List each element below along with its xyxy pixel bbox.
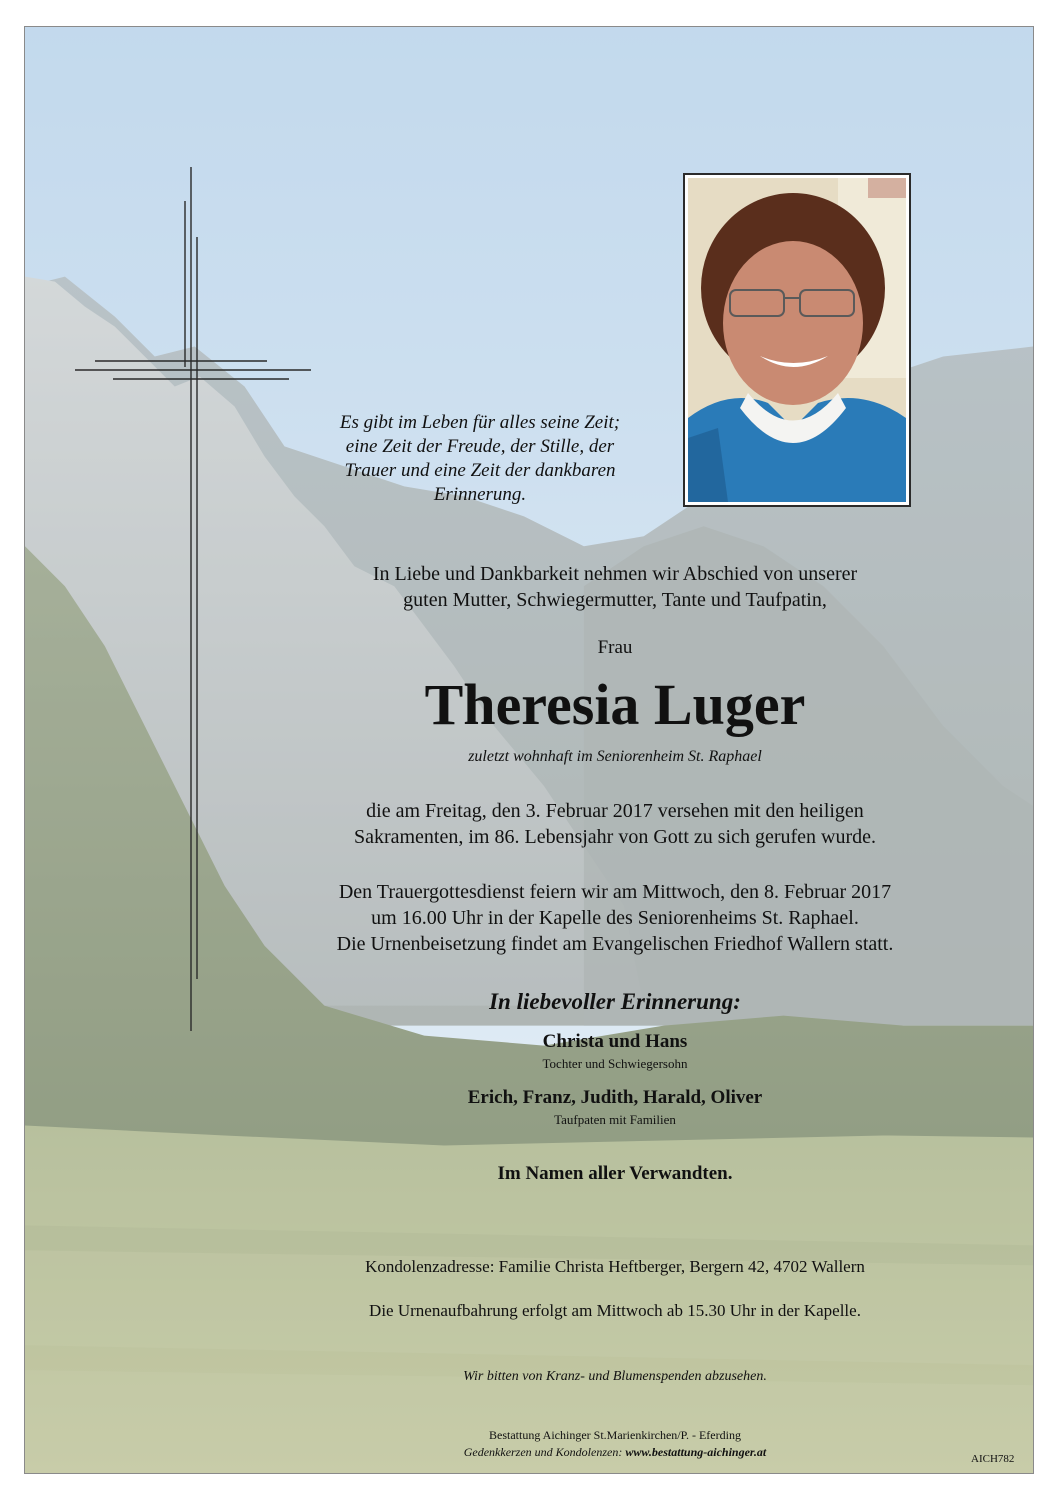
intro-line: In Liebe und Dankbarkeit nehmen wir Abschied von unserer — [372, 563, 858, 585]
condolence-address: Kondolenzadresse: Familie Christa Heftberger, Bergern 42, 4702 Wallern — [365, 1257, 865, 1276]
web-label: Gedenkkerzen und Kondolenzen: — [463, 1445, 626, 1459]
service-line: um 16.00 Uhr in der Kapelle des Seniorenheims St. Raphael. — [371, 907, 859, 929]
reference-code: AICH782 — [971, 1453, 1015, 1465]
poem-line: Erinnerung. — [433, 484, 527, 505]
deceased-name: Theresia Luger — [424, 672, 806, 737]
poem-verse — [295, 411, 665, 507]
death-notice — [205, 798, 1025, 850]
poem-line: Es gibt im Leben für alles seine Zeit; — [339, 412, 621, 433]
funeral-service-info — [205, 879, 1025, 957]
intro-line: guten Mutter, Schwiegermutter, Tante und Taufpatin, — [403, 589, 827, 611]
service-line: Die Urnenbeisetzung findet am Evangelischen Friedhof Wallern statt. — [336, 933, 894, 955]
website-link[interactable]: www.bestattung-aichinger.at — [625, 1445, 767, 1459]
farewell-intro — [205, 561, 1025, 613]
poem-line: Trauer und eine Zeit der dankbaren — [344, 460, 616, 481]
funeral-home: Bestattung Aichinger St.Marienkirchen/P. - Eferding — [489, 1428, 741, 1442]
mourner-relation: Tochter und Schwiegersohn — [542, 1056, 688, 1071]
death-notice-line: Sakramenten, im 86. Lebensjahr von Gott zu sich gerufen wurde. — [353, 826, 877, 848]
service-line: Den Trauergottesdienst feiern wir am Mittwoch, den 8. Februar 2017 — [338, 881, 892, 903]
all-relatives: Im Namen aller Verwandten. — [497, 1163, 733, 1184]
portrait-photo-frame — [683, 173, 911, 507]
portrait-photo — [688, 178, 906, 502]
mourner-names: Erich, Franz, Judith, Harald, Oliver — [467, 1087, 763, 1108]
mourner-relation: Taufpaten mit Familien — [554, 1112, 676, 1127]
last-residence: zuletzt wohnhaft im Seniorenheim St. Raphael — [468, 748, 762, 765]
flower-request: Wir bitten von Kranz- und Blumenspenden abzusehen. — [463, 1369, 767, 1384]
urn-display-info: Die Urnenaufbahrung erfolgt am Mittwoch ab 15.30 Uhr in der Kapelle. — [369, 1301, 861, 1320]
salutation: Frau — [597, 637, 633, 658]
mourner-names: Christa und Hans — [542, 1031, 688, 1052]
poem-line: eine Zeit der Freude, der Stille, der — [345, 436, 615, 457]
obituary-card — [24, 26, 1034, 1474]
condolence-web — [205, 1445, 1025, 1460]
memory-heading: In liebevoller Erinnerung: — [489, 989, 741, 1014]
death-notice-line: die am Freitag, den 3. Februar 2017 versehen mit den heiligen — [366, 800, 864, 822]
